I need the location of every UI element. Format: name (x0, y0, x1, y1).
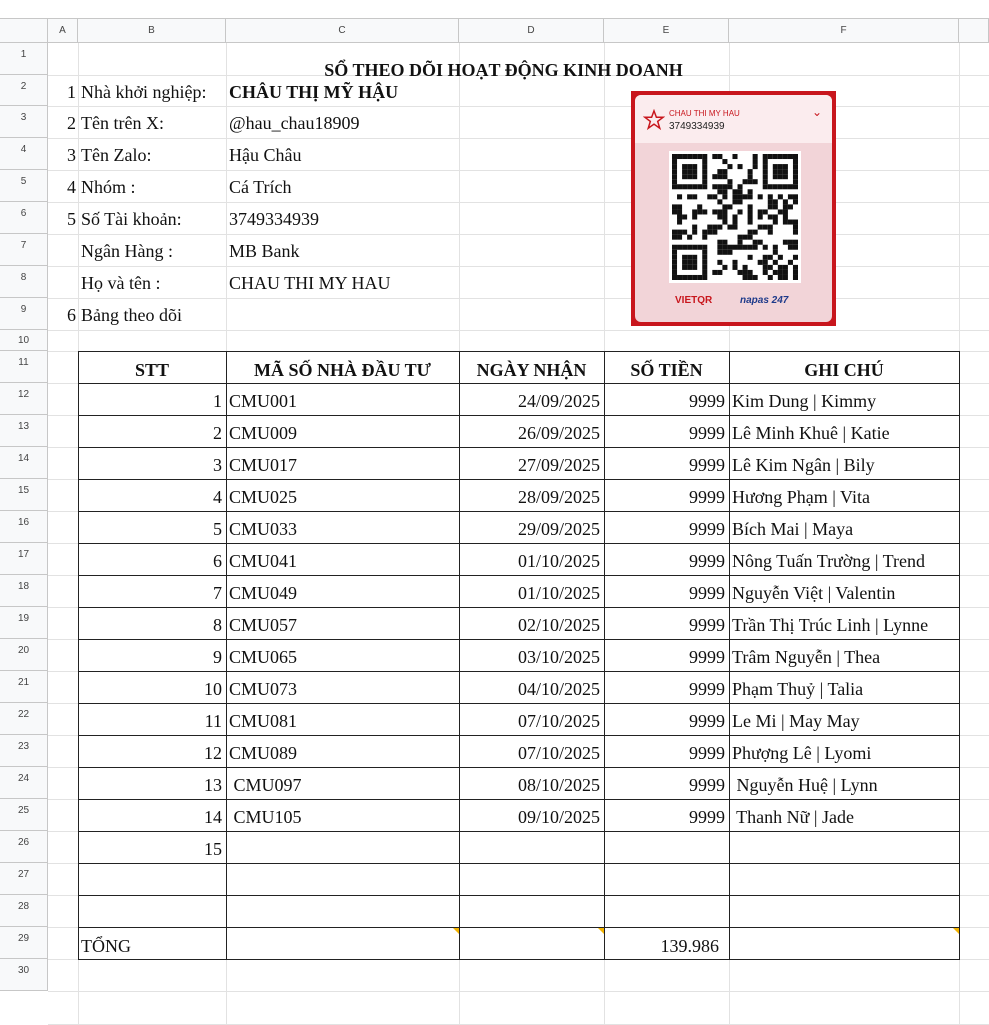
qr-account-name: CHAU THI MY HAU (669, 109, 740, 118)
cell-date[interactable]: 07/10/2025 (517, 743, 600, 763)
info-label[interactable]: Bảng theo dõi (81, 305, 182, 325)
cell-investor-code[interactable]: CMU001 (229, 391, 298, 411)
cell-date[interactable]: 02/10/2025 (517, 615, 600, 635)
sheet-title[interactable]: SỔ THEO DÕI HOẠT ĐỘNG KINH DOANH (324, 60, 683, 80)
row-header-22[interactable]: 22 (0, 703, 48, 735)
column-header-f[interactable]: F (729, 19, 959, 43)
bank-star-icon (643, 109, 665, 131)
cell-amount[interactable]: 9999 (689, 487, 725, 507)
cell-amount[interactable]: 9999 (689, 551, 725, 571)
cell-note[interactable]: Lê Kim Ngân | Bily (732, 455, 875, 475)
table-row-border (78, 351, 960, 352)
info-number[interactable]: 5 (67, 209, 76, 229)
cell-amount[interactable]: 9999 (689, 423, 725, 443)
row-header-28[interactable]: 28 (0, 895, 48, 927)
info-number[interactable]: 2 (67, 113, 76, 133)
cell-stt[interactable]: 2 (213, 423, 222, 443)
cell-date[interactable]: 01/10/2025 (517, 583, 600, 603)
row-header-18[interactable]: 18 (0, 575, 48, 607)
total-label[interactable]: TỔNG (81, 936, 131, 956)
cell-investor-code[interactable]: CMU097 (229, 775, 302, 795)
cell-note[interactable]: Phạm Thuỷ | Talia (732, 679, 864, 699)
cell-stt[interactable]: 6 (213, 551, 222, 571)
info-label[interactable]: Họ và tên : (81, 273, 161, 293)
cell-date[interactable]: 24/09/2025 (517, 391, 600, 411)
cell-investor-code[interactable]: CMU017 (229, 455, 298, 475)
row-header-9[interactable]: 9 (0, 298, 48, 330)
cell-investor-code[interactable]: CMU081 (229, 711, 298, 731)
row-header-1[interactable]: 1 (0, 43, 48, 75)
row-header-5[interactable]: 5 (0, 170, 48, 202)
grid-row-line (48, 106, 989, 107)
qr-account-number: 3749334939 (669, 121, 725, 132)
column-header-c[interactable]: C (226, 19, 459, 43)
cell-note[interactable]: Kim Dung | Kimmy (732, 391, 877, 411)
row-header-2[interactable]: 2 (0, 75, 48, 106)
table-row-border (78, 959, 960, 960)
vietqr-logo: VIETQR (675, 295, 713, 306)
column-header-d[interactable]: D (459, 19, 604, 43)
table-row-border (78, 831, 960, 832)
info-label[interactable]: Tên Zalo: (81, 145, 152, 165)
cell-date[interactable]: 26/09/2025 (517, 423, 600, 443)
total-value[interactable]: 139.986 (660, 936, 719, 956)
info-value[interactable]: Hậu Châu (229, 145, 302, 165)
table-col-border (729, 351, 730, 959)
table-row-border (78, 575, 960, 576)
cell-note[interactable]: Le Mi | May May (732, 711, 860, 731)
column-header-extra[interactable] (959, 19, 989, 43)
grid-row-line (48, 202, 989, 203)
cell-note[interactable]: Lê Minh Khuê | Katie (732, 423, 890, 443)
table-row-border (78, 895, 960, 896)
row-header-3[interactable]: 3 (0, 106, 48, 138)
info-label[interactable]: Nhà khởi nghiệp: (81, 82, 207, 102)
cell-stt[interactable]: 1 (213, 391, 222, 411)
cell-stt[interactable]: 10 (204, 679, 222, 699)
cell-date[interactable]: 01/10/2025 (517, 551, 600, 571)
column-header-a[interactable]: A (48, 19, 78, 43)
cell-amount[interactable]: 9999 (689, 743, 725, 763)
row-header-30[interactable]: 30 (0, 959, 48, 991)
info-label[interactable]: Ngân Hàng : (81, 241, 173, 261)
cell-investor-code[interactable]: CMU073 (229, 679, 298, 699)
row-header-16[interactable]: 16 (0, 511, 48, 543)
cell-investor-code[interactable]: CMU041 (229, 551, 298, 571)
row-header-21[interactable]: 21 (0, 671, 48, 703)
cell-investor-code[interactable]: CMU009 (229, 423, 298, 443)
row-header-7[interactable]: 7 (0, 234, 48, 266)
grid-row-line (48, 298, 989, 299)
cell-date[interactable]: 04/10/2025 (517, 679, 600, 699)
cell-note[interactable]: Hương Phạm | Vita (732, 487, 870, 507)
cell-date[interactable]: 07/10/2025 (517, 711, 600, 731)
cell-stt[interactable]: 12 (204, 743, 222, 763)
table-col-border (226, 351, 227, 959)
info-value[interactable]: CHÂU THỊ MỸ HẬU (229, 82, 399, 102)
row-header-12[interactable]: 12 (0, 383, 48, 415)
comment-indicator (453, 928, 459, 934)
table-row-border (78, 479, 960, 480)
table-row-border (78, 735, 960, 736)
row-header-14[interactable]: 14 (0, 447, 48, 479)
table-row-border (78, 543, 960, 544)
cell-amount[interactable]: 9999 (689, 679, 725, 699)
qr-card (631, 91, 836, 326)
table-row-border (78, 447, 960, 448)
row-header-24[interactable]: 24 (0, 767, 48, 799)
cell-note[interactable]: Trâm Nguyễn | Thea (732, 647, 881, 667)
column-header-b[interactable]: B (78, 19, 226, 43)
table-row-border (78, 767, 960, 768)
napas-logo: napas 247 (740, 295, 789, 306)
grid-row-line (48, 170, 989, 171)
table-row-border (78, 927, 960, 928)
info-number[interactable]: 1 (67, 82, 76, 102)
cell-stt[interactable]: 11 (204, 711, 222, 731)
cell-stt[interactable]: 15 (204, 839, 222, 859)
cell-note[interactable]: Trần Thị Trúc Linh | Lynne (732, 615, 929, 635)
cell-note[interactable]: Nông Tuấn Trường | Trend (732, 551, 925, 571)
row-header-13[interactable]: 13 (0, 415, 48, 447)
row-header-27[interactable]: 27 (0, 863, 48, 895)
cell-investor-code[interactable]: CMU057 (229, 615, 298, 635)
grid-row-line (48, 138, 989, 139)
toolbar-strip (0, 0, 989, 19)
cell-amount[interactable]: 9999 (689, 455, 725, 475)
cell-investor-code[interactable]: CMU105 (229, 807, 302, 827)
cell-stt[interactable]: 13 (204, 775, 222, 795)
column-header-e[interactable]: E (604, 19, 729, 43)
table-row-border (78, 703, 960, 704)
cell-note[interactable]: Thanh Nữ | Jade (732, 807, 855, 827)
cell-stt[interactable]: 8 (213, 615, 222, 635)
cell-amount[interactable]: 9999 (689, 775, 725, 795)
cell-note[interactable]: Nguyễn Huệ | Lynn (732, 775, 878, 795)
cell-amount[interactable]: 9999 (689, 647, 725, 667)
cell-stt[interactable]: 3 (213, 455, 222, 475)
row-header-11[interactable]: 11 (0, 351, 48, 383)
table-row-border (78, 383, 960, 384)
cell-investor-code[interactable]: CMU025 (229, 487, 298, 507)
cell-stt[interactable]: 5 (213, 519, 222, 539)
table-row-border (78, 799, 960, 800)
table-row-border (78, 671, 960, 672)
info-value[interactable]: 3749334939 (229, 209, 319, 229)
cell-stt[interactable]: 9 (213, 647, 222, 667)
cell-amount[interactable]: 9999 (689, 711, 725, 731)
cell-investor-code[interactable]: CMU065 (229, 647, 298, 667)
cell-stt[interactable]: 7 (213, 583, 222, 603)
cell-amount[interactable]: 9999 (689, 583, 725, 603)
info-number[interactable]: 6 (67, 305, 76, 325)
info-value[interactable]: CHAU THI MY HAU (229, 273, 391, 293)
table-row-border (78, 415, 960, 416)
table-row-border (78, 511, 960, 512)
row-header-29[interactable]: 29 (0, 927, 48, 959)
row-header-10[interactable]: 10 (0, 330, 48, 351)
info-value[interactable]: @hau_chau18909 (229, 113, 360, 133)
cell-date[interactable]: 09/10/2025 (517, 807, 600, 827)
table-row-border (78, 639, 960, 640)
row-header-17[interactable]: 17 (0, 543, 48, 575)
cell-date[interactable]: 03/10/2025 (517, 647, 600, 667)
info-number[interactable]: 3 (67, 145, 76, 165)
select-all-corner[interactable] (0, 19, 48, 43)
cell-note[interactable]: Bích Mai | Maya (732, 519, 854, 539)
row-header-26[interactable]: 26 (0, 831, 48, 863)
row-header-25[interactable]: 25 (0, 799, 48, 831)
row-header-6[interactable]: 6 (0, 202, 48, 234)
cell-date[interactable]: 28/09/2025 (517, 487, 600, 507)
cell-date[interactable]: 27/09/2025 (517, 455, 600, 475)
info-value[interactable]: Cá Trích (229, 177, 292, 197)
row-header-19[interactable]: 19 (0, 607, 48, 639)
cell-amount[interactable]: 9999 (689, 807, 725, 827)
info-label[interactable]: Số Tài khoản: (81, 209, 182, 229)
header-date-received[interactable]: NGÀY NHẬN (476, 360, 587, 380)
comment-indicator (598, 928, 604, 934)
qr-code-image (669, 151, 801, 283)
grid-row-line (48, 234, 989, 235)
grid-row-line (48, 330, 989, 331)
grid-row-line (48, 266, 989, 267)
table-col-border (959, 351, 960, 959)
cell-note[interactable]: Nguyễn Việt | Valentin (732, 583, 896, 603)
row-header-23[interactable]: 23 (0, 735, 48, 767)
table-row-border (78, 607, 960, 608)
cell-date[interactable]: 29/09/2025 (517, 519, 600, 539)
cell-investor-code[interactable]: CMU049 (229, 583, 298, 603)
cell-stt[interactable]: 4 (213, 487, 222, 507)
chevron-down-icon[interactable]: ⌄ (811, 105, 822, 119)
row-header-15[interactable]: 15 (0, 479, 48, 511)
header-amount[interactable]: SỐ TIỀN (630, 360, 703, 380)
cell-amount[interactable]: 9999 (689, 615, 725, 635)
info-number[interactable]: 4 (67, 177, 76, 197)
info-value[interactable]: MB Bank (229, 241, 300, 261)
cell-investor-code[interactable]: CMU033 (229, 519, 298, 539)
header-investor-code[interactable]: MÃ SỐ NHÀ ĐẦU TƯ (253, 360, 431, 380)
table-row-border (78, 863, 960, 864)
row-header-4[interactable]: 4 (0, 138, 48, 170)
comment-indicator (953, 928, 959, 934)
cell-stt[interactable]: 14 (204, 807, 222, 827)
header-note[interactable]: GHI CHÚ (804, 360, 884, 380)
header-stt[interactable]: STT (134, 360, 170, 380)
cell-investor-code[interactable]: CMU089 (229, 743, 298, 763)
cell-amount[interactable]: 9999 (689, 519, 725, 539)
row-header-8[interactable]: 8 (0, 266, 48, 298)
grid-row-line (48, 991, 989, 992)
cell-note[interactable]: Phượng Lê | Lyomi (732, 743, 872, 763)
info-label[interactable]: Tên trên X: (81, 113, 164, 133)
info-label[interactable]: Nhóm : (81, 177, 136, 197)
row-header-20[interactable]: 20 (0, 639, 48, 671)
cell-date[interactable]: 08/10/2025 (517, 775, 600, 795)
cell-amount[interactable]: 9999 (689, 391, 725, 411)
